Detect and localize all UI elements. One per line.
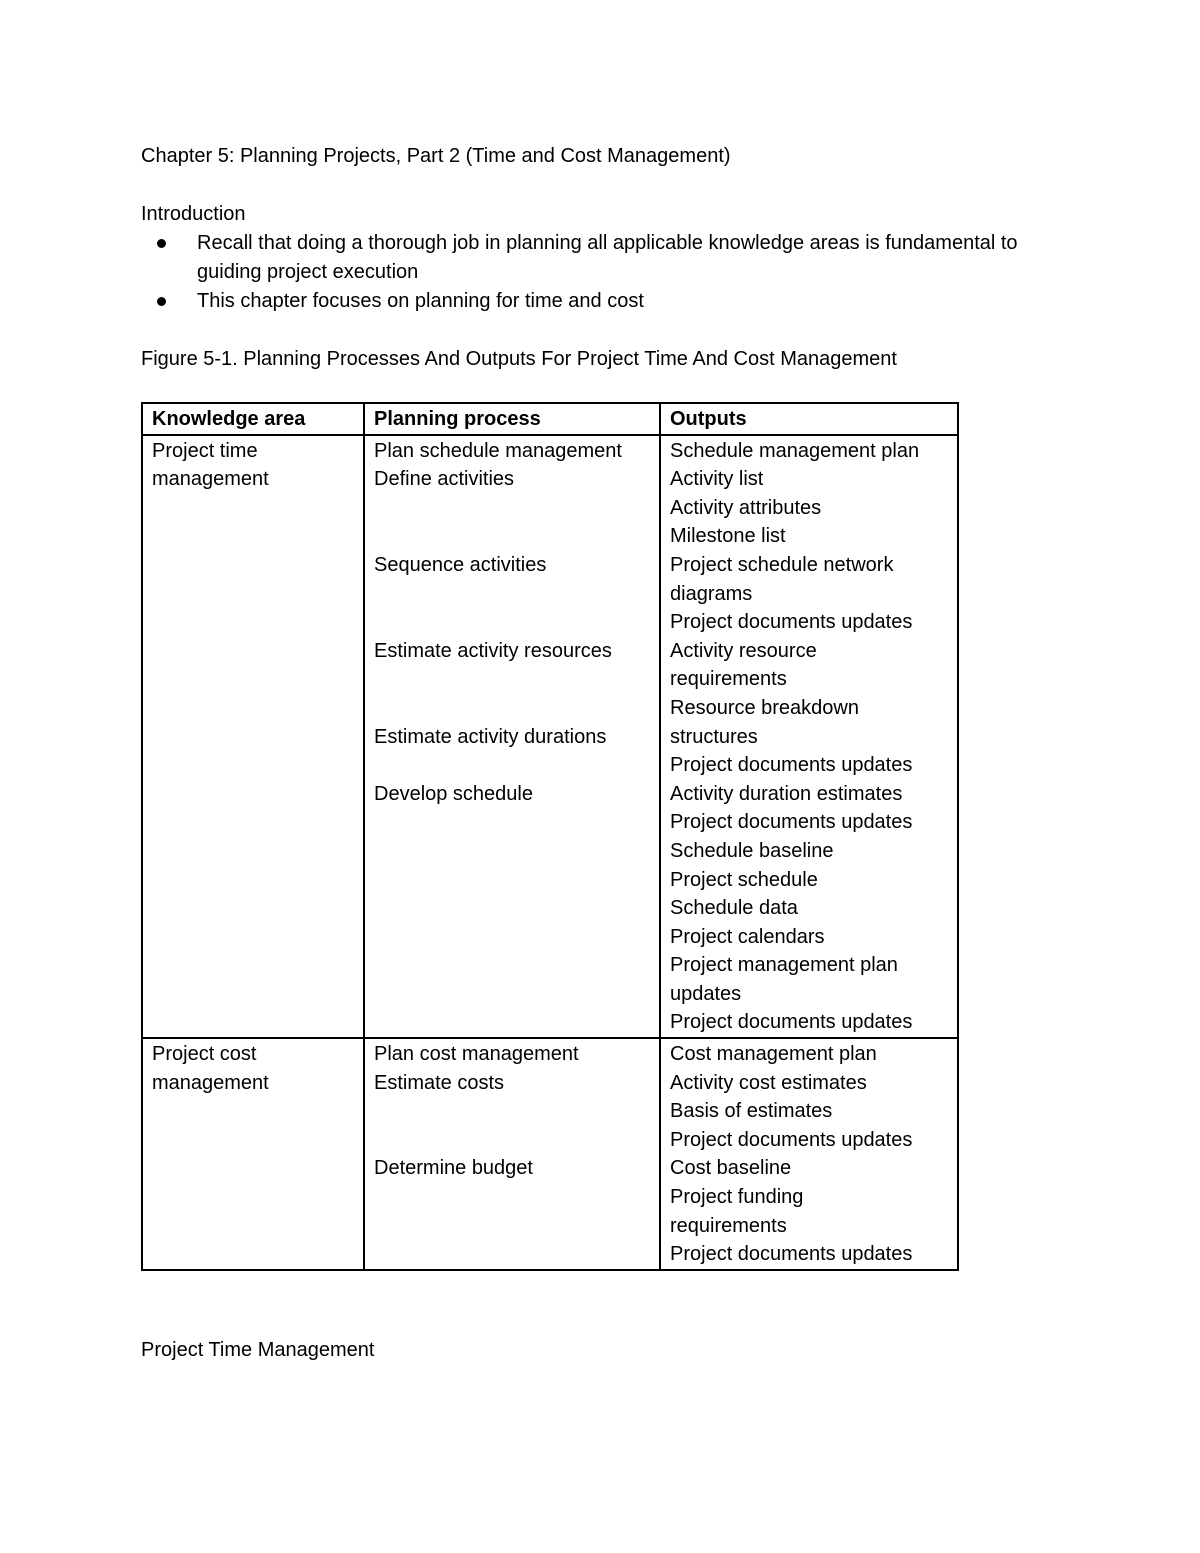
cell-line: Project funding bbox=[670, 1186, 804, 1209]
cell-line: Project documents updates bbox=[670, 1128, 913, 1151]
cell-line: Sequence activities bbox=[374, 553, 547, 576]
cell-line bbox=[374, 1126, 650, 1155]
cell-line: Project documents updates bbox=[670, 611, 913, 634]
cell-line: management bbox=[152, 468, 269, 491]
cell-line bbox=[374, 694, 650, 723]
cell-line: requirements bbox=[670, 668, 787, 691]
cell-line bbox=[374, 751, 650, 780]
planning-processes-table bbox=[141, 402, 959, 1271]
cell-line: Project cost bbox=[152, 1043, 257, 1066]
cell-line: Project documents updates bbox=[670, 1243, 913, 1266]
cell-line: Project schedule bbox=[670, 868, 818, 891]
cell-line: management bbox=[152, 1071, 269, 1094]
cell-line bbox=[374, 665, 650, 694]
cell-line: Project documents updates bbox=[670, 811, 913, 834]
section-heading: Project Time Management bbox=[141, 1339, 375, 1361]
cell-line bbox=[374, 1097, 650, 1126]
cell-line bbox=[374, 494, 650, 523]
cell-line: Project schedule network bbox=[670, 553, 894, 576]
cell-line: Define activities bbox=[374, 468, 515, 491]
cell-knowledge-area bbox=[142, 1038, 364, 1270]
intro-bullet-list bbox=[141, 229, 1081, 316]
cell-line: Basis of estimates bbox=[670, 1100, 833, 1123]
cell-line: Schedule data bbox=[670, 897, 798, 920]
cell-line: Milestone list bbox=[670, 525, 786, 548]
cell-line: structures bbox=[670, 725, 758, 748]
cell-line: Activity list bbox=[670, 468, 764, 491]
cell-line: Determine budget bbox=[374, 1157, 533, 1180]
cell-line: requirements bbox=[670, 1214, 787, 1237]
cell-line: Activity cost estimates bbox=[670, 1071, 867, 1094]
cell-line: Activity attributes bbox=[670, 496, 822, 519]
list-item bbox=[141, 287, 1081, 316]
page-title: Chapter 5: Planning Projects, Part 2 (Time and Cost Management) bbox=[141, 145, 731, 167]
cell-line: Plan cost management bbox=[374, 1043, 579, 1066]
cell-line bbox=[374, 608, 650, 637]
cell-line: Activity resource bbox=[670, 639, 817, 662]
cell-line: diagrams bbox=[670, 582, 753, 605]
cell-line: Resource breakdown bbox=[670, 696, 859, 719]
cell-line: Cost baseline bbox=[670, 1157, 792, 1180]
cell-line: Project documents updates bbox=[670, 1011, 913, 1034]
bullet-icon bbox=[157, 239, 166, 248]
cell-line: Activity duration estimates bbox=[670, 782, 903, 805]
table-row bbox=[142, 435, 958, 1038]
cell-line: Estimate activity resources bbox=[374, 639, 612, 662]
cell-line: Estimate activity durations bbox=[374, 725, 607, 748]
cell-line: Project documents updates bbox=[670, 754, 913, 777]
bullet-text: Recall that doing a thorough job in planning all applicable knowledge areas is fundamental to guiding project execution bbox=[197, 232, 1018, 283]
cell-line: Plan schedule management bbox=[374, 439, 622, 462]
cell-line: Schedule management plan bbox=[670, 439, 920, 462]
cell-line bbox=[374, 580, 650, 609]
table-row bbox=[142, 1038, 958, 1270]
cell-planning-process bbox=[364, 435, 660, 1038]
cell-planning-process bbox=[364, 1038, 660, 1270]
figure-caption: Figure 5-1. Planning Processes And Outputs For Project Time And Cost Management bbox=[141, 348, 897, 370]
cell-outputs bbox=[660, 435, 958, 1038]
cell-line: Project time bbox=[152, 439, 258, 462]
cell-line: Schedule baseline bbox=[670, 839, 834, 862]
list-item bbox=[141, 229, 1081, 287]
cell-line: Estimate costs bbox=[374, 1071, 505, 1094]
cell-line: Cost management plan bbox=[670, 1043, 877, 1066]
header-outputs: Outputs bbox=[660, 403, 958, 435]
cell-line: updates bbox=[670, 982, 742, 1005]
cell-line: Develop schedule bbox=[374, 782, 533, 805]
bullet-text: This chapter focuses on planning for time and cost bbox=[197, 290, 644, 312]
header-knowledge-area: Knowledge area bbox=[142, 403, 364, 435]
header-planning-process: Planning process bbox=[364, 403, 660, 435]
cell-line bbox=[374, 522, 650, 551]
bullet-icon bbox=[157, 297, 166, 306]
cell-outputs bbox=[660, 1038, 958, 1270]
cell-line: Project management plan bbox=[670, 954, 898, 977]
cell-line: Project calendars bbox=[670, 925, 825, 948]
table-header-row bbox=[142, 403, 958, 435]
cell-knowledge-area bbox=[142, 435, 364, 1038]
intro-heading: Introduction bbox=[141, 203, 246, 225]
